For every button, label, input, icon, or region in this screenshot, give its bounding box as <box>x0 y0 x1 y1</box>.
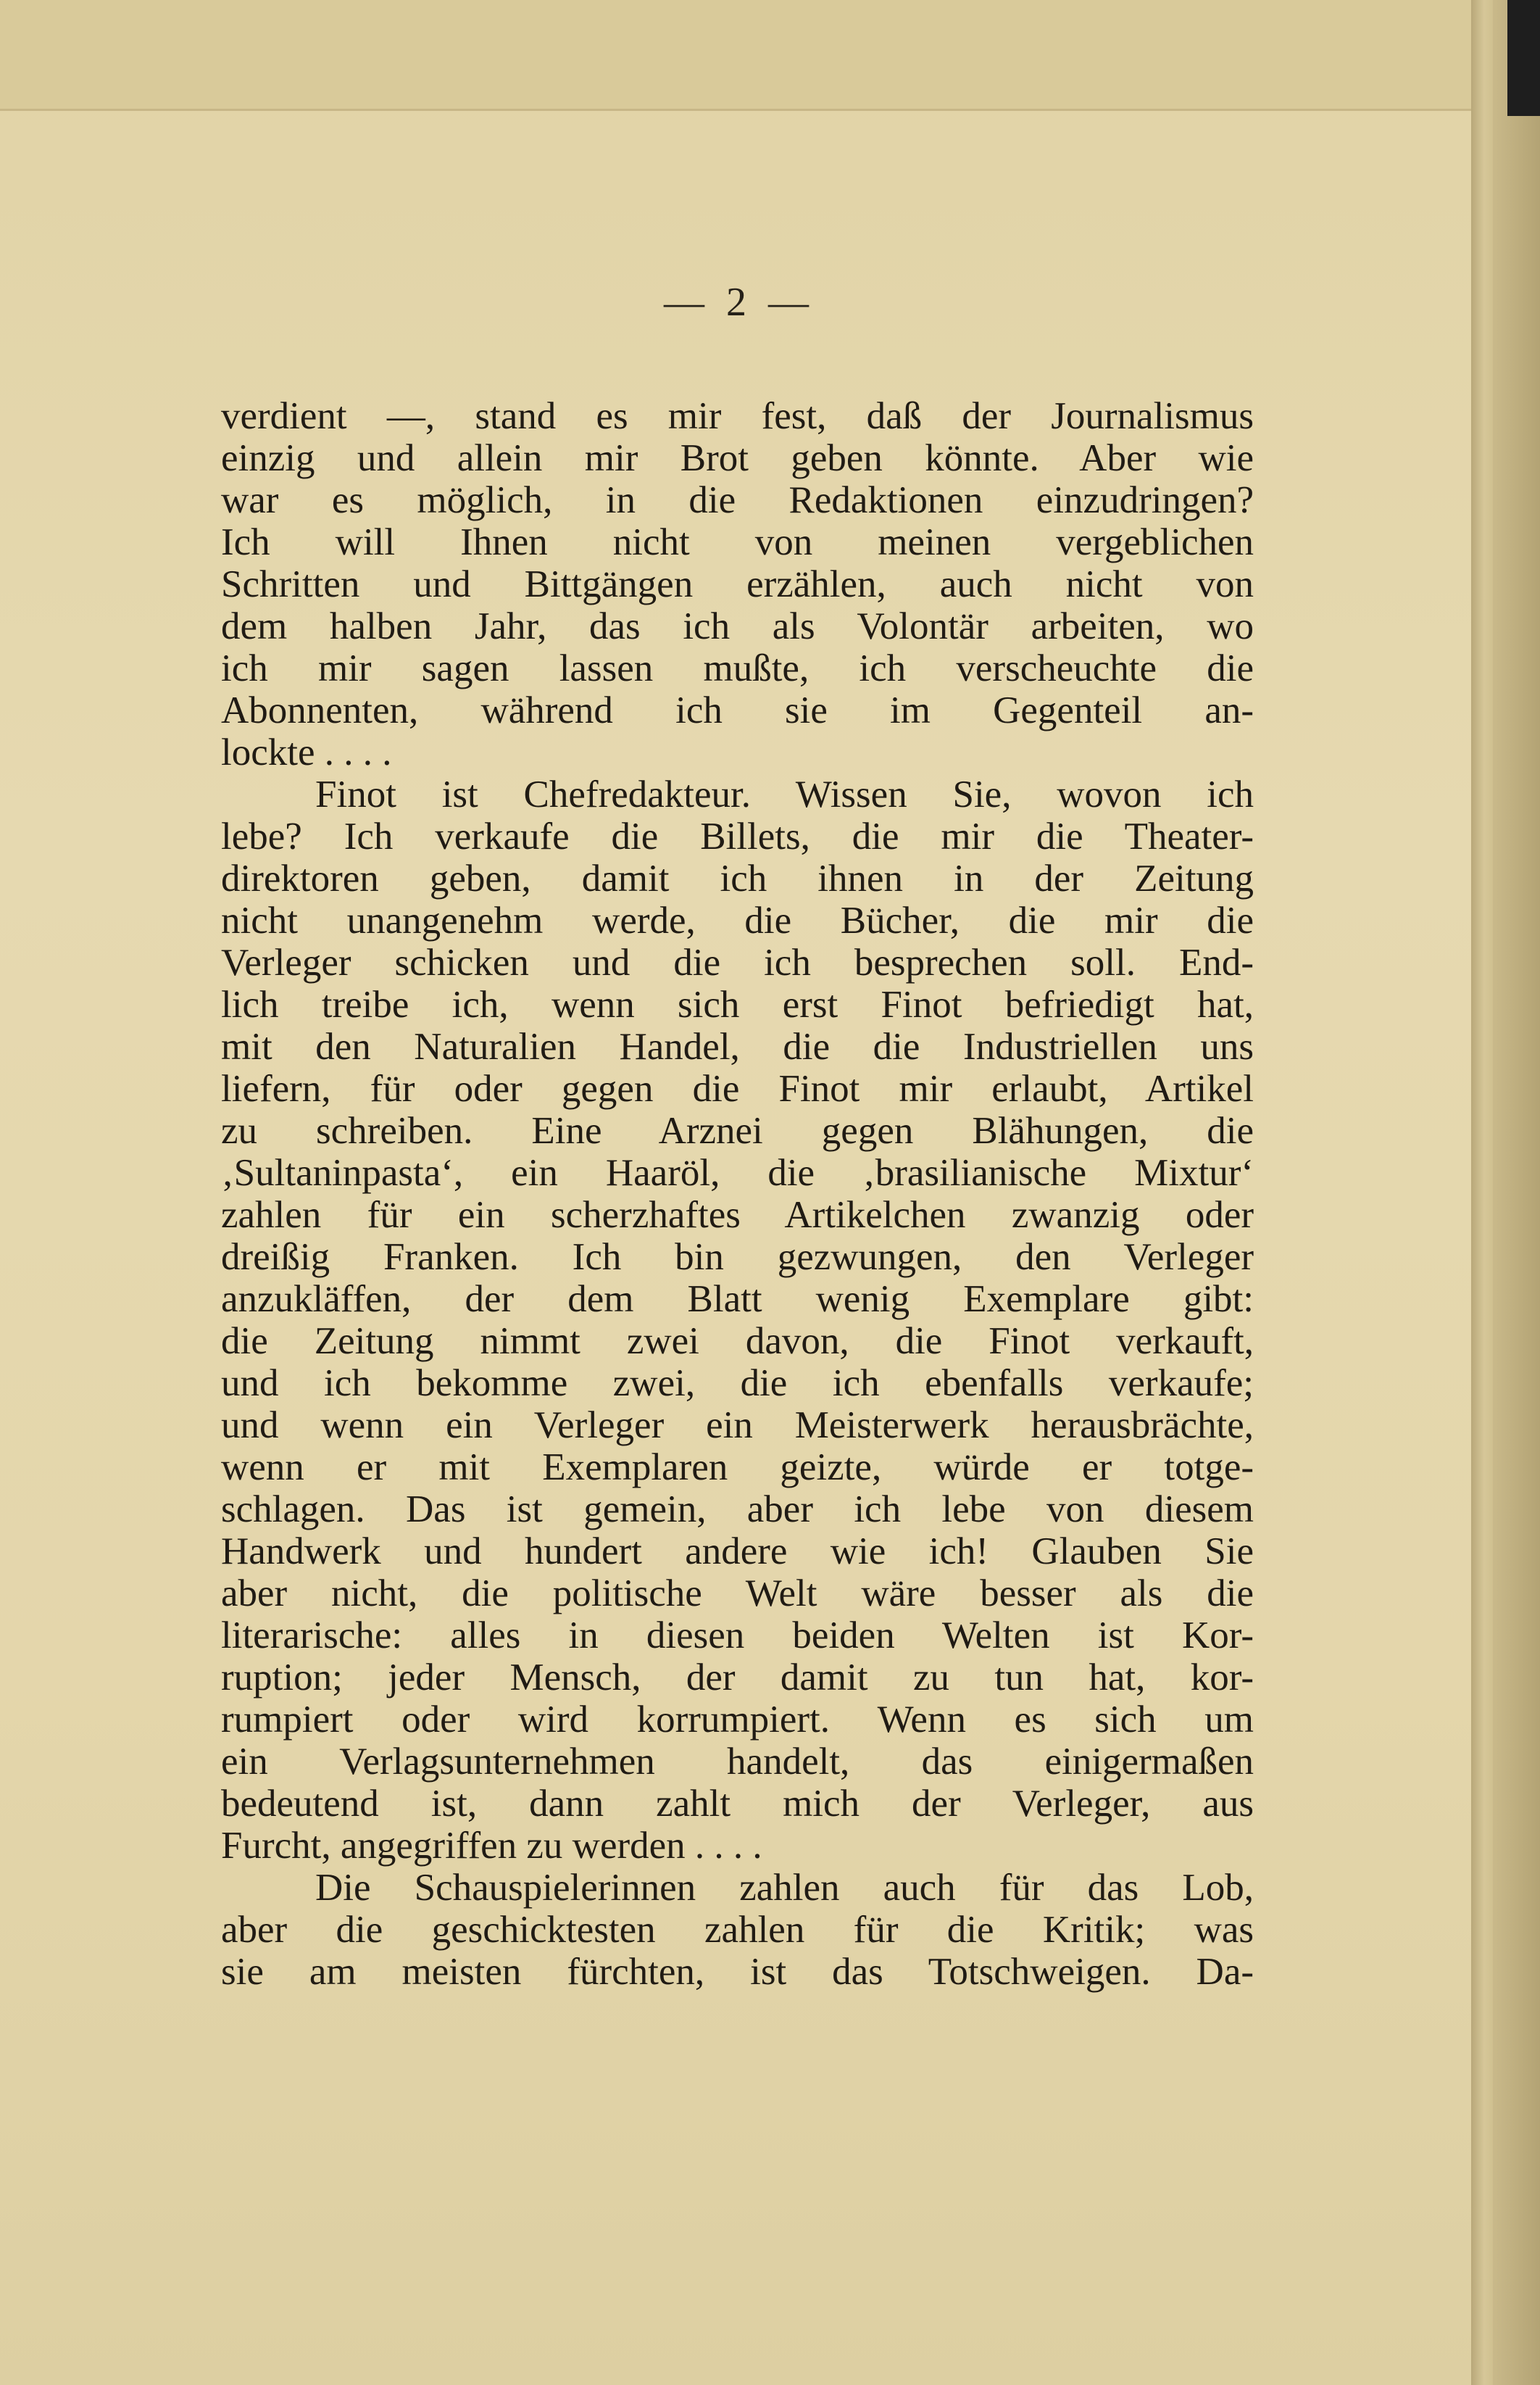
text-line: mit den Naturalien Handel, die die Industriellen uns <box>221 1026 1254 1068</box>
text-line: nicht unangenehm werde, die Bücher, die mir die <box>221 900 1254 942</box>
text-line: verdient —, stand es mir fest, daß der Journalismus <box>221 395 1254 437</box>
body-text <box>221 395 1254 1993</box>
text-line: direktoren geben, damit ich ihnen in der Zeitung <box>221 858 1254 900</box>
text-line: war es möglich, in die Redaktionen einzudringen? <box>221 479 1254 521</box>
text-line: dreißig Franken. Ich bin gezwungen, den Verleger <box>221 1236 1254 1278</box>
text-line: ‚Sultaninpasta‘, ein Haaröl, die ‚brasilianische Mixtur‘ <box>221 1152 1254 1194</box>
text-line: Verleger schicken und die ich besprechen soll. End- <box>221 942 1254 984</box>
text-line: anzukläffen, der dem Blatt wenig Exemplare gibt: <box>221 1278 1254 1320</box>
text-line: ich mir sagen lassen mußte, ich verscheuchte die <box>221 647 1254 689</box>
text-line: Schritten und Bittgängen erzählen, auch nicht von <box>221 563 1254 605</box>
text-line: und wenn ein Verleger ein Meisterwerk herausbrächte, <box>221 1404 1254 1446</box>
text-line: wenn er mit Exemplaren geizte, würde er totge- <box>221 1446 1254 1488</box>
text-line: aber die geschicktesten zahlen für die Kritik; was <box>221 1909 1254 1951</box>
text-line: rumpiert oder wird korrumpiert. Wenn es sich um <box>221 1698 1254 1741</box>
text-line: schlagen. Das ist gemein, aber ich lebe von diesem <box>221 1488 1254 1530</box>
text-line: Finot ist Chefredakteur. Wissen Sie, wovon ich <box>315 773 1254 816</box>
text-line: bedeutend ist, dann zahlt mich der Verleger, aus <box>221 1783 1254 1825</box>
text-line: ein Verlagsunternehmen handelt, das einigermaßen <box>221 1741 1254 1783</box>
text-line: und ich bekomme zwei, die ich ebenfalls verkaufe; <box>221 1362 1254 1404</box>
text-line: sie am meisten fürchten, ist das Totschweigen. Da- <box>221 1951 1254 1993</box>
text-line: einzig und allein mir Brot geben könnte. Aber wie <box>221 437 1254 479</box>
paper-fold <box>0 0 1478 111</box>
text-line: Die Schauspielerinnen zahlen auch für das Lob, <box>315 1867 1254 1909</box>
text-line: lebe? Ich verkaufe die Billets, die mir die Theater- <box>221 816 1254 858</box>
text-line: Furcht, angegriffen zu werden . . . . <box>221 1825 762 1867</box>
paper-edge <box>1471 0 1493 2385</box>
text-line: Handwerk und hundert andere wie ich! Glauben Sie <box>221 1530 1254 1572</box>
text-line: die Zeitung nimmt zwei davon, die Finot verkauft, <box>221 1320 1254 1362</box>
page-number: — 2 — <box>664 280 815 325</box>
next-page-edge <box>1493 0 1540 2385</box>
text-line: Ich will Ihnen nicht von meinen vergeblichen <box>221 521 1254 563</box>
text-line: liefern, für oder gegen die Finot mir erlaubt, Artikel <box>221 1068 1254 1110</box>
text-line: lockte . . . . <box>221 731 392 773</box>
text-line: literarische: alles in diesen beiden Welten ist Kor- <box>221 1614 1254 1656</box>
text-line: zahlen für ein scherzhaftes Artikelchen zwanzig oder <box>221 1194 1254 1236</box>
text-line: Abonnenten, während ich sie im Gegenteil an- <box>221 689 1254 731</box>
text-line: zu schreiben. Eine Arznei gegen Blähungen, die <box>221 1110 1254 1152</box>
text-line: aber nicht, die politische Welt wäre besser als die <box>221 1572 1254 1614</box>
text-line: lich treibe ich, wenn sich erst Finot befriedigt hat, <box>221 984 1254 1026</box>
background-corner <box>1507 0 1540 116</box>
text-line: dem halben Jahr, das ich als Volontär arbeiten, wo <box>221 605 1254 647</box>
text-line: ruption; jeder Mensch, der damit zu tun hat, kor- <box>221 1656 1254 1698</box>
